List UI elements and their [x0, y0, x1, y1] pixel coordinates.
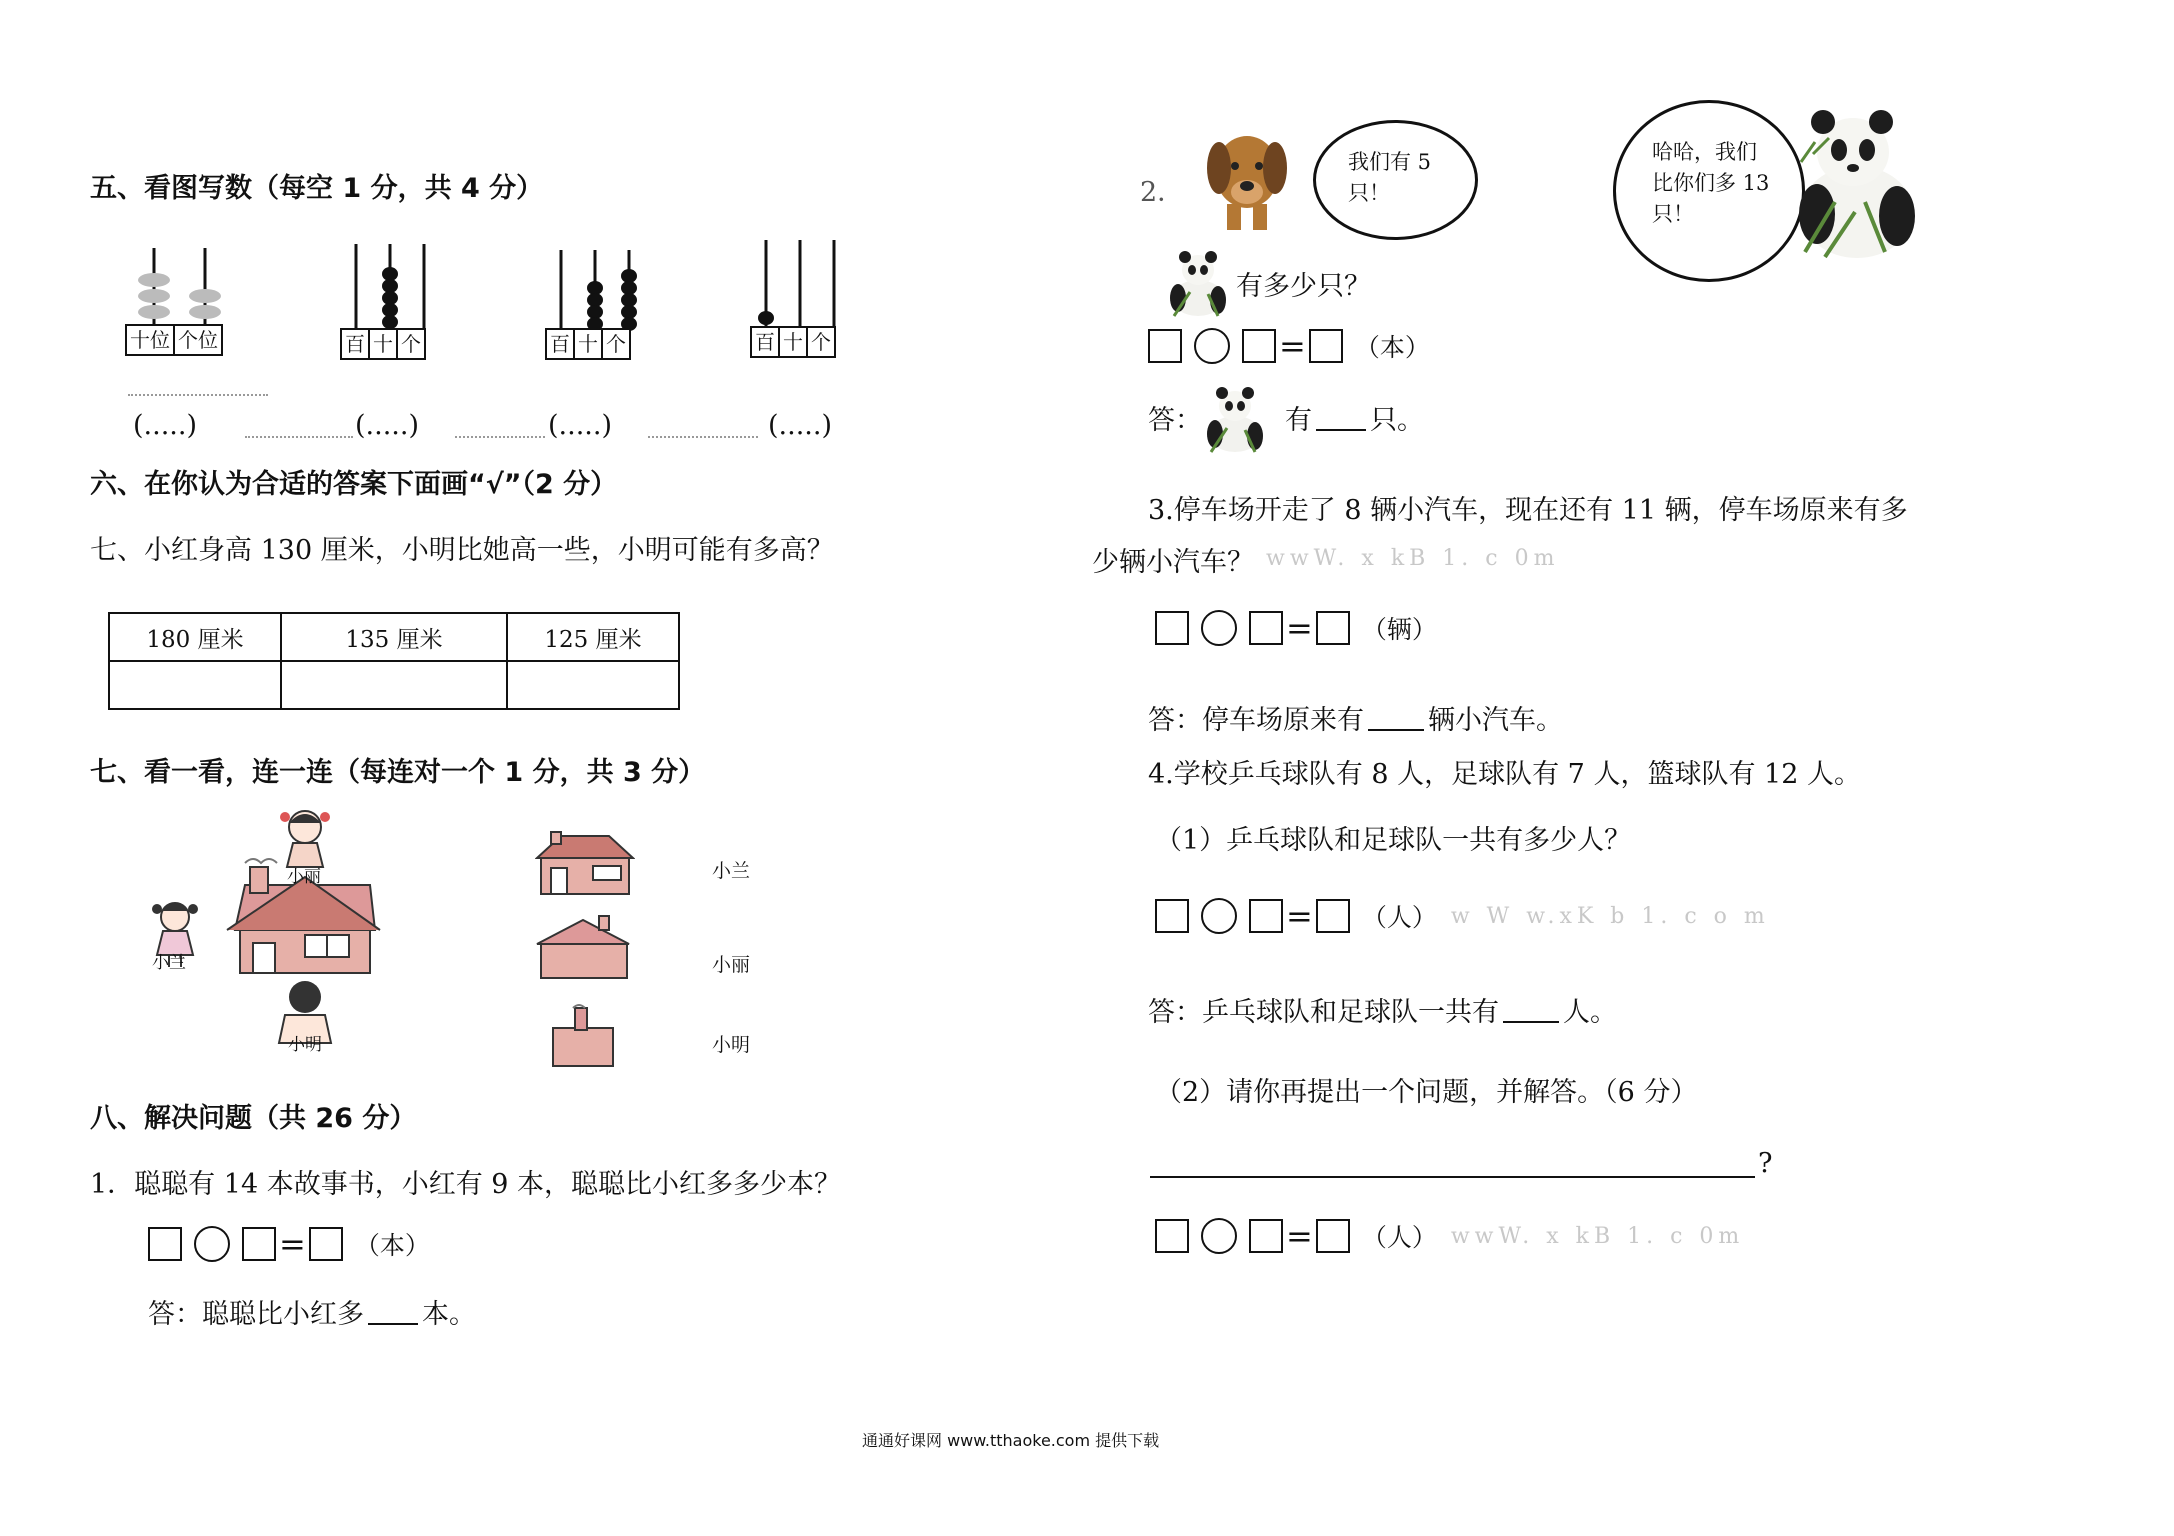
q2-operator-circle[interactable]	[1194, 328, 1230, 364]
equals-sign: =	[279, 1225, 306, 1263]
q4-2-box-2[interactable]	[1249, 1219, 1283, 1253]
abacus-1-label	[125, 324, 223, 356]
q3-equation	[1155, 610, 1437, 646]
q2-box-2[interactable]	[1242, 329, 1276, 363]
q3-answer-prefix: 答：停车场原来有	[1148, 705, 1364, 736]
match-label-xiaolan[interactable]: 小兰	[712, 860, 751, 882]
q4-1-box-1[interactable]	[1155, 899, 1189, 933]
label-hundreds: 百	[752, 328, 780, 356]
small-panda-icon	[1205, 384, 1265, 454]
house-view-front	[535, 830, 635, 900]
equals-sign: =	[1286, 1217, 1313, 1255]
q1-answer-prefix: 答：聪聪比小红多	[148, 1299, 364, 1330]
abacus-2	[340, 242, 440, 362]
check-cell-125[interactable]	[507, 661, 679, 709]
q2-box-1[interactable]	[1148, 329, 1182, 363]
section-8-title: 八、解决问题（共 26 分）	[90, 1103, 417, 1134]
q1-answer-blank[interactable]	[368, 1299, 418, 1325]
q1-text: 1．聪聪有 14 本故事书，小红有 9 本，聪聪比小红多多少本？	[90, 1169, 842, 1200]
q3-operator-circle[interactable]	[1201, 610, 1237, 646]
q4-question-line[interactable]	[1150, 1176, 1755, 1178]
q2-result-box[interactable]	[1309, 329, 1343, 363]
q3-text-line2: 少辆小汽车？	[1092, 547, 1254, 578]
abacus-1-rods	[125, 246, 237, 326]
q4-2-operator-circle[interactable]	[1201, 1218, 1237, 1254]
dotted-guide	[128, 394, 268, 396]
q2-answer-blank[interactable]	[1316, 405, 1366, 431]
option-135: 135 厘米	[281, 613, 507, 661]
q1-equation	[148, 1226, 430, 1262]
answer-slot-1[interactable]: (.....)	[133, 410, 197, 441]
q2-answer-prefix: 答：	[1148, 405, 1202, 436]
abacus-3	[545, 248, 645, 360]
q3-box-2[interactable]	[1249, 611, 1283, 645]
answer-slot-4[interactable]: (.....)	[768, 410, 832, 441]
answer-slot-2[interactable]: (.....)	[355, 410, 419, 441]
section-7-matching-title: 七、看一看，连一连（每连对一个 1 分，共 3 分）	[90, 757, 706, 788]
q4-equation-2	[1155, 1218, 1744, 1254]
abacus-2-rods	[340, 242, 440, 332]
panda-speech-text: 哈哈，我们比你们多 13 只！	[1652, 140, 1770, 226]
label-tens: 十	[780, 328, 808, 356]
q3-answer-suffix: 辆小汽车。	[1428, 705, 1563, 736]
q3-result-box[interactable]	[1316, 611, 1350, 645]
abacus-3-label	[545, 328, 631, 360]
panda-speech-bubble	[1613, 100, 1805, 282]
abacus-4-label	[750, 326, 836, 358]
abacus-4	[750, 238, 850, 358]
q3-box-1[interactable]	[1155, 611, 1189, 645]
label-hundreds: 百	[342, 330, 370, 358]
q1-answer-suffix: 本。	[422, 1299, 476, 1330]
watermark: wwW. x kB 1. c 0m	[1450, 1223, 1745, 1249]
q2-answer	[1285, 398, 1424, 437]
match-label-xiaoming[interactable]: 小明	[712, 1034, 751, 1056]
watermark: w W w.xK b 1. c o m	[1450, 903, 1770, 929]
q4-answer-blank[interactable]	[1503, 997, 1559, 1023]
label-tens: 十位	[127, 326, 175, 354]
dog-speech-text: 我们有 5 只！	[1348, 150, 1432, 205]
q4-equation-1	[1155, 898, 1770, 934]
q4-answer	[1148, 990, 1617, 1029]
small-panda-icon	[1168, 248, 1228, 318]
option-125: 125 厘米	[507, 613, 679, 661]
q3-text-line1: 3.停车场开走了 8 辆小汽车，现在还有 11 辆，停车场原来有多	[1148, 495, 1908, 526]
q2-unit: （本）	[1354, 333, 1430, 362]
abacus-1	[125, 246, 237, 354]
abacus-4-rods	[750, 238, 850, 330]
label-tens: 十	[370, 330, 398, 358]
check-cell-135[interactable]	[281, 661, 507, 709]
label-ones: 个位	[178, 328, 218, 352]
option-180: 180 厘米	[109, 613, 281, 661]
q2-answer-mid: 有	[1285, 405, 1312, 436]
house-view-side	[535, 912, 635, 982]
q2-number: 2．	[1140, 177, 1185, 208]
label-hundreds: 百	[547, 330, 575, 358]
scene-label-xiaolan: 小兰	[152, 953, 186, 973]
q4-2-box-1[interactable]	[1155, 1219, 1189, 1253]
house-view-top	[545, 1000, 625, 1070]
equals-sign: =	[1279, 327, 1306, 365]
section-5-title: 五、看图写数（每空 1 分，共 4 分）	[90, 173, 544, 204]
q4-1-unit: （人）	[1361, 903, 1437, 932]
answer-slot-3[interactable]: (.....)	[548, 410, 612, 441]
q4-answer-prefix: 答：乒乓球队和足球队一共有	[1148, 997, 1499, 1028]
q4-1-operator-circle[interactable]	[1201, 898, 1237, 934]
q1-unit: （本）	[354, 1231, 430, 1260]
height-question: 七、小红身高 130 厘米，小明比她高一些，小明可能有多高？	[90, 535, 834, 566]
abacus-3-rods	[545, 248, 645, 332]
scene-label-xiaoming: 小明	[288, 1035, 322, 1055]
equals-sign: =	[1286, 897, 1313, 935]
panda-image	[1795, 102, 1925, 262]
watermark: wwW. x kB 1. c 0m	[1266, 546, 1560, 571]
q1-box-2[interactable]	[242, 1227, 276, 1261]
label-ones: 个	[401, 332, 421, 356]
dog-speech-bubble	[1313, 120, 1478, 240]
scene-label-xiaoli: 小丽	[287, 867, 321, 887]
q3-unit: （辆）	[1361, 615, 1437, 644]
label-ones: 个	[811, 330, 831, 354]
check-cell-180[interactable]	[109, 661, 281, 709]
q4-2-result-box[interactable]	[1316, 1219, 1350, 1253]
house-scene-illustration	[135, 805, 395, 1055]
q4-1-box-2[interactable]	[1249, 899, 1283, 933]
section-6-title: 六、在你认为合适的答案下面画“√”（2 分）	[90, 469, 618, 500]
label-tens: 十	[575, 330, 603, 358]
dotted-guide	[455, 436, 545, 438]
abacus-2-label	[340, 328, 426, 360]
q1-answer	[148, 1292, 476, 1331]
q2-question: 有多少只？	[1236, 271, 1371, 302]
dotted-guide	[245, 436, 353, 438]
q1-operator-circle[interactable]	[194, 1226, 230, 1262]
q4-text: 4.学校乒乓球队有 8 人，足球队有 7 人，篮球队有 12 人。	[1148, 759, 1861, 790]
equals-sign: =	[1286, 609, 1313, 647]
q2-answer-suffix: 只。	[1370, 405, 1424, 436]
q3-answer	[1148, 698, 1563, 737]
q4-question-mark: ?	[1758, 1148, 1773, 1179]
q4-1-result-box[interactable]	[1316, 899, 1350, 933]
dog-image	[1205, 122, 1290, 232]
q4-2-unit: （人）	[1361, 1223, 1437, 1252]
q1-box-1[interactable]	[148, 1227, 182, 1261]
label-ones: 个	[606, 332, 626, 356]
q2-equation	[1148, 328, 1430, 364]
q4-sub2: （2）请你再提出一个问题，并解答。（6 分）	[1155, 1077, 1698, 1108]
q1-result-box[interactable]	[309, 1227, 343, 1261]
match-label-xiaoli[interactable]: 小丽	[712, 954, 751, 976]
height-options-table	[108, 612, 680, 710]
q3-answer-blank[interactable]	[1368, 705, 1424, 731]
dotted-guide	[648, 436, 758, 438]
footer-credit: 通通好课网 www.tthaoke.com 提供下载	[862, 1431, 1160, 1450]
q4-answer-suffix: 人。	[1563, 997, 1617, 1028]
q4-sub1: （1）乒乓球队和足球队一共有多少人？	[1155, 825, 1632, 856]
